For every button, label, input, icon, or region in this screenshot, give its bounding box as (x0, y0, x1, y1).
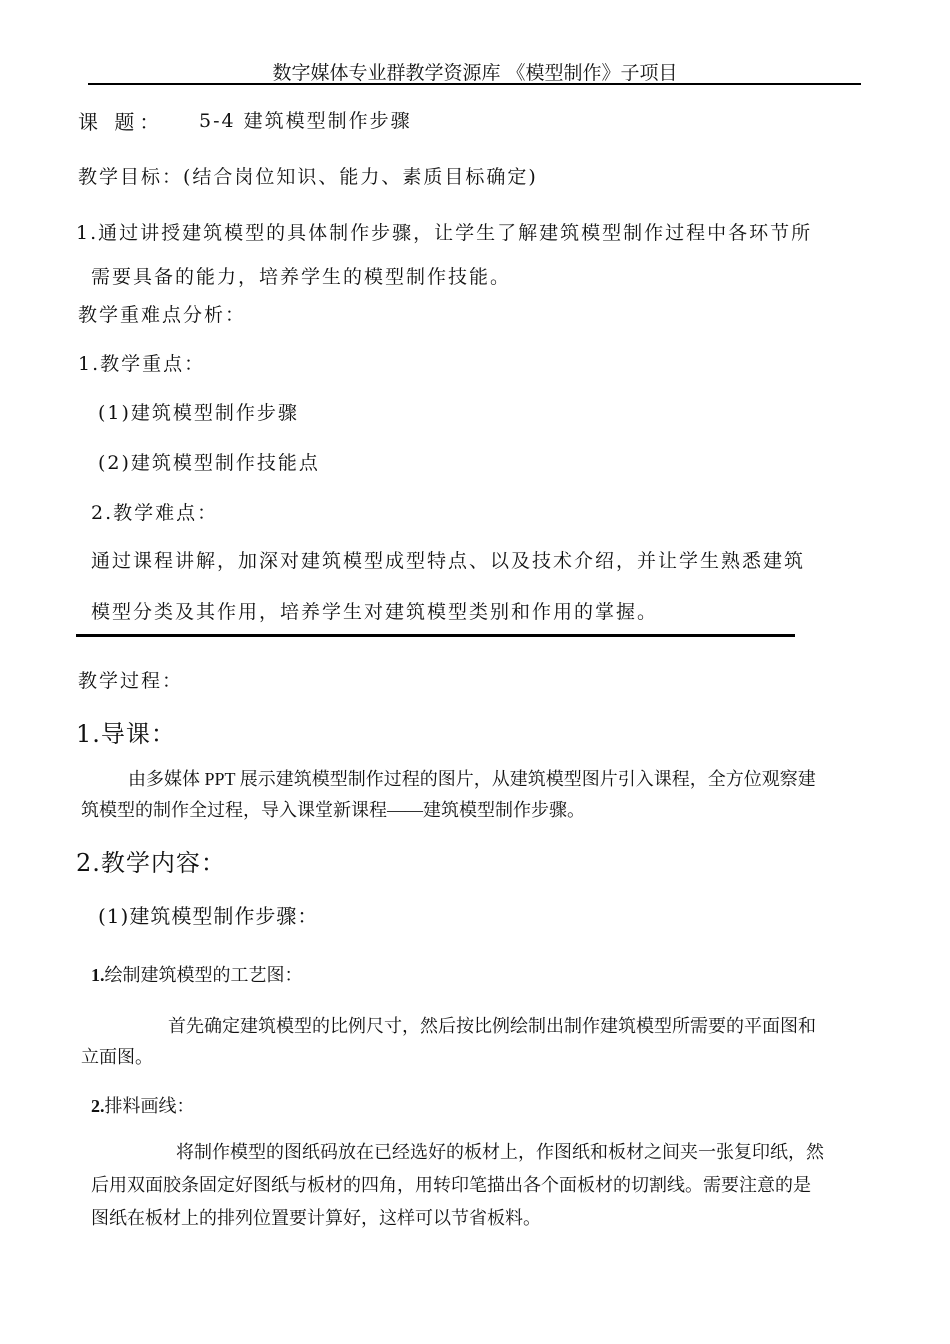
lesson-topic: 5-4 建筑模型制作步骤 (199, 110, 412, 132)
header-rule (88, 83, 861, 85)
step-2-title-text: 排料画线： (104, 1096, 195, 1116)
difficulty-line-2: 模型分类及其作用，培养学生对建筑模型类别和作用的掌握。 (91, 601, 659, 623)
step-1-title (91, 961, 303, 987)
objective-line-2: 需要具备的能力，培养学生的模型制作技能。 (91, 266, 512, 288)
objectives-heading: 教学目标：(结合岗位知识、能力、素质目标确定) (78, 166, 538, 188)
process-heading: 教学过程： (78, 670, 184, 692)
focus-heading: 1.教学重点： (78, 353, 206, 375)
step-1-number: 1. (91, 965, 105, 985)
step-2-title (91, 1092, 195, 1118)
step-1-line-1: 首先确定建筑模型的比例尺寸，然后按比例绘制出制作建筑模型所需要的平面图和 (168, 1016, 816, 1036)
section-divider (76, 634, 795, 637)
lesson-label: 课 题： (78, 110, 165, 134)
step-2-line-2: 后用双面胶条固定好图纸与板材的四角，用转印笔描出各个面板材的切割线。需要注意的是 (91, 1175, 811, 1195)
keypoints-heading: 教学重难点分析： (78, 304, 247, 326)
content-subheading: (1)建筑模型制作步骤： (98, 904, 319, 928)
document-header: 数字媒体专业群教学资源库 《模型制作》子项目 (272, 62, 678, 84)
step-1-title-text: 绘制建筑模型的工艺图： (104, 965, 303, 985)
intro-heading: 1.导课： (76, 720, 176, 748)
step-2-line-3: 图纸在板材上的排列位置要计算好，这样可以节省板料。 (91, 1208, 541, 1228)
content-heading: 2.教学内容： (76, 849, 226, 877)
focus-item-1: (1)建筑模型制作步骤 (98, 402, 299, 424)
step-2-number: 2. (91, 1096, 105, 1116)
intro-line-2: 筑模型的制作全过程，导入课堂新课程——建筑模型制作步骤。 (81, 800, 585, 820)
objective-line-1: 1.通过讲授建筑模型的具体制作步骤，让学生了解建筑模型制作过程中各环节所 (76, 222, 813, 244)
step-2-line-1: 将制作模型的图纸码放在已经选好的板材上，作图纸和板材之间夹一张复印纸，然 (176, 1142, 824, 1162)
difficulty-line-1: 通过课程讲解，加深对建筑模型成型特点、以及技术介绍，并让学生熟悉建筑 (91, 550, 806, 572)
focus-item-2: (2)建筑模型制作技能点 (98, 452, 320, 474)
step-1-line-2: 立面图。 (81, 1047, 153, 1067)
difficulty-heading: 2.教学难点： (91, 502, 219, 524)
intro-line-1: 由多媒体 PPT 展示建筑模型制作过程的图片，从建筑模型图片引入课程，全方位观察建 (128, 769, 816, 789)
